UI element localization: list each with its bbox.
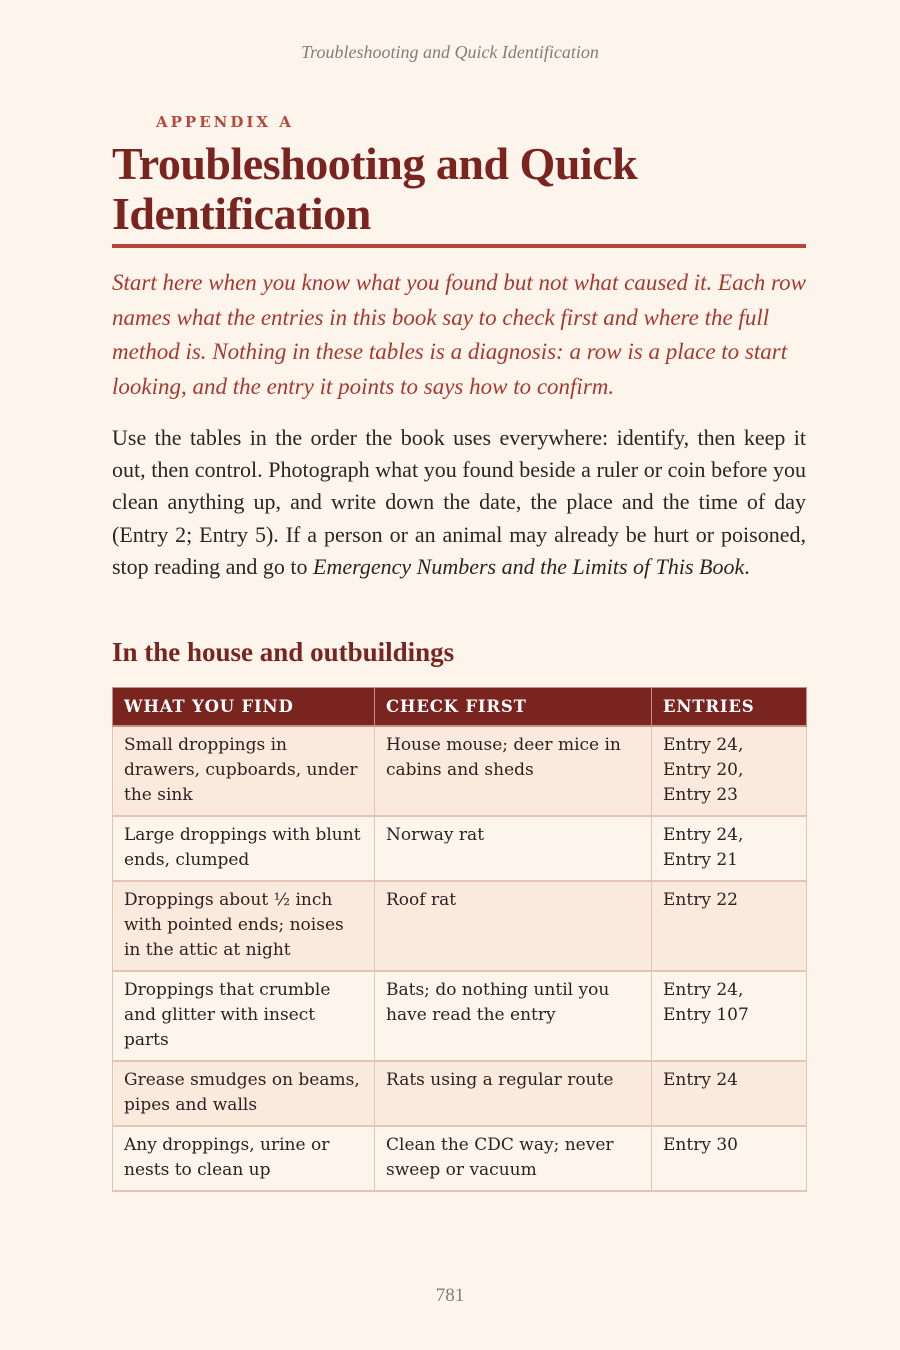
lede-paragraph: Start here when you know what you found but not what caused it. Each row names what the entries in this book say to check first and where the full method is. Nothing in these tables is a diagnosis: a row is a place to start looking, and the entry it points to says how to confirm. [112,270,806,400]
body-paragraph [112,422,806,583]
page-number: 781 [435,1285,465,1306]
cell-check-first: House mouse; deer mice in cabins and sheds [375,726,652,816]
table-row [113,881,807,971]
cell-what-you-find: Large droppings with blunt ends, clumped [113,816,375,881]
cell-what-you-find: Small droppings in drawers, cupboards, under the sink [113,726,375,816]
table-row [113,1126,807,1191]
cell-check-first: Bats; do nothing until you have read the entry [375,971,652,1061]
cell-what-you-find: Droppings that crumble and glitter with insect parts [113,971,375,1061]
appendix-label: APPENDIX A [156,113,294,131]
page-title: Troubleshooting and Quick Identification [112,138,638,239]
cell-entries: Entry 24, Entry 21 [652,816,807,881]
table-row [113,1061,807,1126]
cell-check-first: Clean the CDC way; never sweep or vacuum [375,1126,652,1191]
body-text-end: . [744,553,750,579]
cell-what-you-find: Grease smudges on beams, pipes and walls [113,1061,375,1126]
body-text: Use the tables in the order the book uses everywhere: identify, then keep it out, then control. Photograph what you found beside a ruler or coin before you clean anything up, and write down the date, the place and the time of day (Entry 2; Entry 5). If a person or an animal may already be hurt or poisoned, stop reading and go to [112,425,806,579]
table-row [113,816,807,881]
identification-table [112,687,807,1192]
cell-what-you-find: Any droppings, urine or nests to clean up [113,1126,375,1191]
cell-what-you-find: Droppings about ½ inch with pointed ends; noises in the attic at night [113,881,375,971]
cell-entries: Entry 24 [652,1061,807,1126]
cell-entries: Entry 24, Entry 20, Entry 23 [652,726,807,816]
column-header-check-first: CHECK FIRST [375,688,652,727]
cell-check-first: Rats using a regular route [375,1061,652,1126]
column-header-what-you-find: WHAT YOU FIND [113,688,375,727]
cell-entries: Entry 30 [652,1126,807,1191]
table-header-row [113,688,807,727]
title-rule [112,244,806,248]
column-header-entries: ENTRIES [652,688,807,727]
running-head: Troubleshooting and Quick Identification [301,42,599,62]
section-heading: In the house and outbuildings [112,637,455,667]
cell-entries: Entry 22 [652,881,807,971]
emergency-reference: Emergency Numbers and the Limits of This Book [313,553,745,579]
table-row [113,971,807,1061]
cell-check-first: Roof rat [375,881,652,971]
cell-check-first: Norway rat [375,816,652,881]
table-row [113,726,807,816]
cell-entries: Entry 24, Entry 107 [652,971,807,1061]
